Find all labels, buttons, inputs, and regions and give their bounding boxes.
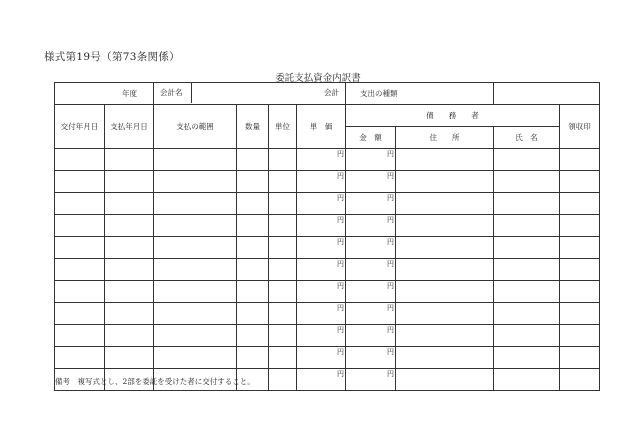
cell-unit-price[interactable] <box>297 193 346 215</box>
cell-address[interactable] <box>396 215 494 237</box>
cell-name[interactable] <box>494 149 560 171</box>
yen-unit-label: 円 <box>387 216 394 224</box>
yen-unit-label: 円 <box>337 260 344 268</box>
col-quantity: 数量 <box>237 105 269 149</box>
cell-name[interactable] <box>494 369 560 391</box>
account-info-row <box>55 83 600 105</box>
yen-unit-label: 円 <box>387 150 394 158</box>
table-row <box>55 171 600 193</box>
cell-quantity[interactable] <box>237 281 269 303</box>
cell-issue-date[interactable] <box>55 215 105 237</box>
cell-unit-price[interactable] <box>297 325 346 347</box>
table-row <box>55 281 600 303</box>
cell-name[interactable] <box>494 237 560 259</box>
form-number: 様式第19号（第73条関係） <box>44 51 180 63</box>
cell-payment-scope[interactable] <box>154 325 237 347</box>
yen-unit-label: 円 <box>387 282 394 290</box>
account-name-label: 会計名 <box>160 83 192 103</box>
cell-address[interactable] <box>396 149 494 171</box>
cell-unit-price[interactable] <box>297 237 346 259</box>
cell-issue-date[interactable] <box>55 237 105 259</box>
col-issue-date: 交付年月日 <box>55 105 105 149</box>
cell-receipt-seal[interactable] <box>560 369 600 391</box>
cell-name[interactable] <box>494 171 560 193</box>
cell-payment-date[interactable] <box>105 303 154 325</box>
col-unit: 単位 <box>269 105 297 149</box>
yen-unit-label: 円 <box>387 172 394 180</box>
cell-unit[interactable] <box>269 303 297 325</box>
cell-address[interactable] <box>396 347 494 369</box>
cell-quantity[interactable] <box>237 347 269 369</box>
cell-payment-scope[interactable] <box>154 193 237 215</box>
cell-quantity[interactable] <box>237 303 269 325</box>
col-receipt-seal: 領収印 <box>560 105 600 149</box>
cell-payment-scope[interactable] <box>154 171 237 193</box>
cell-issue-date[interactable] <box>55 193 105 215</box>
cell-name[interactable] <box>494 303 560 325</box>
yen-unit-label: 円 <box>337 370 344 378</box>
cell-unit[interactable] <box>269 149 297 171</box>
cell-receipt-seal[interactable] <box>560 215 600 237</box>
cell-unit[interactable] <box>269 369 297 391</box>
cell-payment-date[interactable] <box>105 281 154 303</box>
cell-unit-price[interactable] <box>297 281 346 303</box>
cell-issue-date[interactable] <box>55 325 105 347</box>
cell-unit[interactable] <box>269 237 297 259</box>
col-address: 住 所 <box>396 127 494 149</box>
cell-issue-date[interactable] <box>55 171 105 193</box>
col-payment-scope: 支払の範囲 <box>154 105 237 149</box>
cell-unit-price[interactable] <box>297 171 346 193</box>
yen-unit-label: 円 <box>337 348 344 356</box>
cell-quantity[interactable] <box>237 237 269 259</box>
cell-quantity[interactable] <box>237 259 269 281</box>
cell-receipt-seal[interactable] <box>560 347 600 369</box>
cell-unit[interactable] <box>269 347 297 369</box>
cell-address[interactable] <box>396 281 494 303</box>
cell-receipt-seal[interactable] <box>560 303 600 325</box>
payment-type-value <box>494 83 600 105</box>
cell-unit-price[interactable] <box>297 215 346 237</box>
document-title: 委託支払資金内訳書 <box>275 73 361 84</box>
cell-address[interactable] <box>396 193 494 215</box>
account-label: 会計 <box>324 88 339 97</box>
yen-unit-label: 円 <box>337 172 344 180</box>
cell-name[interactable] <box>494 325 560 347</box>
cell-amount[interactable] <box>346 347 396 369</box>
cell-payment-date[interactable] <box>105 149 154 171</box>
cell-unit-price[interactable] <box>297 347 346 369</box>
cell-unit[interactable] <box>269 193 297 215</box>
cell-unit[interactable] <box>269 215 297 237</box>
table-row <box>55 325 600 347</box>
cell-payment-date[interactable] <box>105 215 154 237</box>
col-creditor-group: 債 務 者 <box>346 105 560 127</box>
cell-payment-scope[interactable] <box>154 347 237 369</box>
cell-receipt-seal[interactable] <box>560 259 600 281</box>
cell-payment-scope[interactable] <box>154 149 237 171</box>
col-amount: 金 額 <box>346 127 396 149</box>
cell-payment-scope[interactable] <box>154 303 237 325</box>
breakdown-table <box>54 82 600 391</box>
cell-receipt-seal[interactable] <box>560 281 600 303</box>
cell-unit[interactable] <box>269 259 297 281</box>
cell-amount[interactable] <box>346 325 396 347</box>
cell-payment-date[interactable] <box>105 193 154 215</box>
cell-payment-scope[interactable] <box>154 281 237 303</box>
cell-name[interactable] <box>494 347 560 369</box>
table-row <box>55 149 600 171</box>
cell-receipt-seal[interactable] <box>560 325 600 347</box>
cell-unit-price[interactable] <box>297 369 346 391</box>
cell-amount[interactable] <box>346 303 396 325</box>
cell-quantity[interactable] <box>237 193 269 215</box>
cell-issue-date[interactable] <box>55 347 105 369</box>
cell-amount[interactable] <box>346 281 396 303</box>
cell-address[interactable] <box>396 259 494 281</box>
cell-address[interactable] <box>396 237 494 259</box>
cell-payment-scope[interactable] <box>154 237 237 259</box>
cell-payment-date[interactable] <box>105 347 154 369</box>
cell-quantity[interactable] <box>237 215 269 237</box>
cell-amount[interactable] <box>346 259 396 281</box>
cell-amount[interactable] <box>346 369 396 391</box>
yen-unit-label: 円 <box>387 260 394 268</box>
cell-name[interactable] <box>494 215 560 237</box>
cell-receipt-seal[interactable] <box>560 193 600 215</box>
payment-type-label: 支出の種類 <box>360 89 398 98</box>
cell-payment-date[interactable] <box>105 325 154 347</box>
yen-unit-label: 円 <box>387 238 394 246</box>
table-row <box>55 347 600 369</box>
cell-address[interactable] <box>396 369 494 391</box>
cell-address[interactable] <box>396 303 494 325</box>
yen-unit-label: 円 <box>337 238 344 246</box>
cell-name[interactable] <box>494 281 560 303</box>
payment-type-cell <box>346 83 494 105</box>
cell-amount[interactable] <box>346 193 396 215</box>
fiscal-year-label: 年度 <box>55 83 154 105</box>
cell-name[interactable] <box>494 259 560 281</box>
cell-unit[interactable] <box>269 281 297 303</box>
col-name: 氏 名 <box>494 127 560 149</box>
yen-unit-label: 円 <box>337 194 344 202</box>
yen-unit-label: 円 <box>337 150 344 158</box>
yen-unit-label: 円 <box>387 326 394 334</box>
yen-unit-label: 円 <box>387 194 394 202</box>
cell-name[interactable] <box>494 193 560 215</box>
yen-unit-label: 円 <box>337 216 344 224</box>
cell-receipt-seal[interactable] <box>560 237 600 259</box>
cell-payment-date[interactable] <box>105 171 154 193</box>
cell-unit[interactable] <box>269 171 297 193</box>
cell-unit[interactable] <box>269 325 297 347</box>
yen-unit-label: 円 <box>337 326 344 334</box>
cell-amount[interactable] <box>346 215 396 237</box>
yen-unit-label: 円 <box>337 304 344 312</box>
yen-unit-label: 円 <box>387 348 394 356</box>
table-row <box>55 259 600 281</box>
cell-payment-scope[interactable] <box>154 259 237 281</box>
cell-issue-date[interactable] <box>55 259 105 281</box>
footer-note: 備考 複写式とし、2部を委託を受けた者に交付すること。 <box>55 377 255 386</box>
col-unit-price: 単 価 <box>297 105 346 149</box>
cell-address[interactable] <box>396 325 494 347</box>
cell-payment-scope[interactable] <box>154 215 237 237</box>
cell-unit-price[interactable] <box>297 259 346 281</box>
cell-amount[interactable] <box>346 171 396 193</box>
cell-receipt-seal[interactable] <box>560 149 600 171</box>
table-row <box>55 303 600 325</box>
yen-unit-label: 円 <box>387 370 394 378</box>
header-row-upper <box>55 105 600 127</box>
yen-unit-label: 円 <box>337 282 344 290</box>
cell-quantity[interactable] <box>237 149 269 171</box>
cell-payment-date[interactable] <box>105 237 154 259</box>
cell-quantity[interactable] <box>237 171 269 193</box>
cell-issue-date[interactable] <box>55 281 105 303</box>
cell-unit-price[interactable] <box>297 303 346 325</box>
cell-receipt-seal[interactable] <box>560 171 600 193</box>
cell-amount[interactable] <box>346 149 396 171</box>
cell-issue-date[interactable] <box>55 149 105 171</box>
table-row <box>55 215 600 237</box>
col-payment-date: 支払年月日 <box>105 105 154 149</box>
table-row <box>55 193 600 215</box>
cell-quantity[interactable] <box>237 325 269 347</box>
cell-payment-date[interactable] <box>105 259 154 281</box>
account-name-cell <box>154 83 346 105</box>
cell-issue-date[interactable] <box>55 303 105 325</box>
table-row <box>55 237 600 259</box>
yen-unit-label: 円 <box>387 304 394 312</box>
cell-amount[interactable] <box>346 237 396 259</box>
cell-unit-price[interactable] <box>297 149 346 171</box>
cell-address[interactable] <box>396 171 494 193</box>
